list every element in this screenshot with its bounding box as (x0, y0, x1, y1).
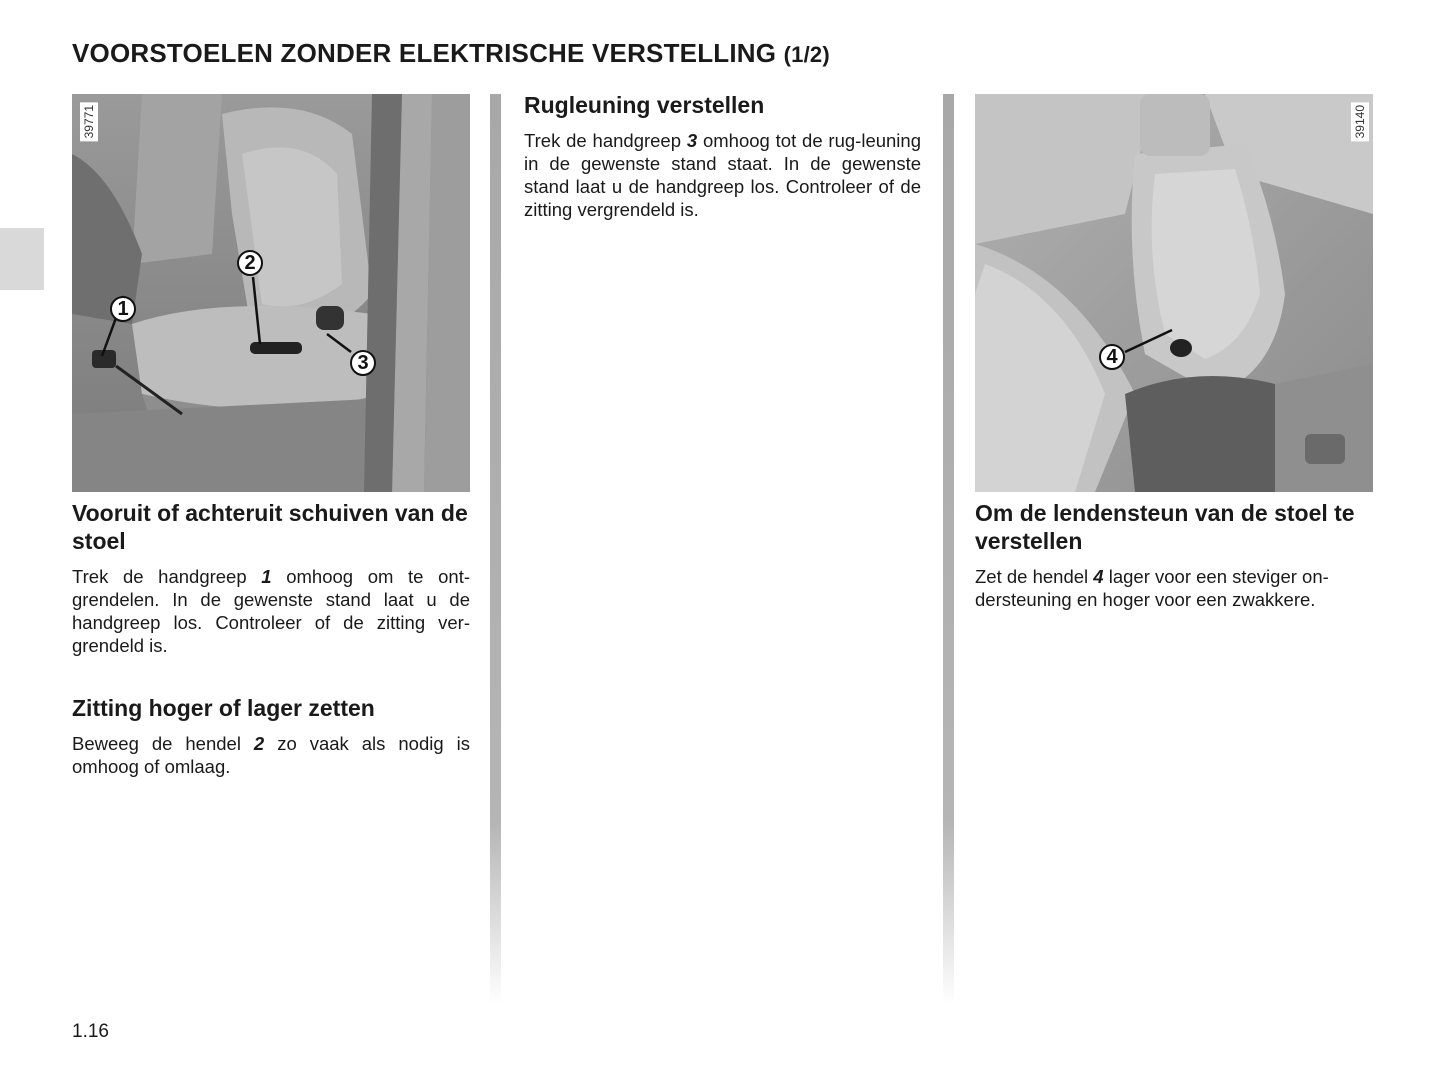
page-number: 1.16 (72, 1021, 109, 1042)
figure-ref-number: 39140 (1351, 102, 1369, 141)
section-text-backrest: Trek de handgreep 3 omhoog tot de rug-leuning in de gewenste stand staat. In de gewenste stand laat u de handgreep los. Controleer of de zitting vergrendeld is. (524, 130, 921, 220)
section-heading-lumbar: Om de lendensteun van de stoel te verstellen (975, 500, 1355, 554)
page-title (72, 38, 830, 69)
section-text-height: Beweeg de hendel 2 zo vaak als nodig is omhoog of omlaag. (72, 733, 470, 777)
lumbar-illustration (975, 94, 1373, 492)
section-heading-backrest: Rugleuning verstellen (524, 92, 765, 118)
section-heading-height: Zitting hoger of lager zetten (72, 695, 375, 721)
ref-number: 4 (1093, 566, 1104, 587)
ref-number: 1 (261, 566, 272, 587)
column-separator (943, 94, 954, 1004)
page-title-text: VOORSTOELEN ZONDER ELEKTRISCHE VERSTELLING (72, 38, 777, 68)
callout-3: 3 (350, 350, 376, 376)
section-text-lumbar: Zet de hendel 4 lager voor een steviger on-dersteuning en hoger voor een zwakkere. (975, 566, 1329, 610)
section-heading-slide: Vooruit of achteruit schuiven van de stoel (72, 500, 468, 554)
callout-2: 2 (237, 250, 263, 276)
chapter-side-tab (0, 228, 44, 290)
figure-ref-number: 39771 (80, 102, 98, 141)
section-text-slide: Trek de handgreep 1 omhoog om te ont-grendelen. In de gewenste stand laat u de handgreep los. Controleer of de zitting ver-grendeld is. (72, 566, 470, 656)
page-title-suffix: (1/2) (783, 42, 830, 67)
callout-1: 1 (110, 296, 136, 322)
seat-illustration (72, 94, 470, 492)
ref-number: 2 (253, 733, 265, 754)
column-separator (490, 94, 501, 1004)
ref-number: 3 (686, 130, 698, 151)
callout-4: 4 (1099, 344, 1125, 370)
seat-adjust-figure (72, 94, 470, 492)
lumbar-adjust-figure (975, 94, 1373, 492)
